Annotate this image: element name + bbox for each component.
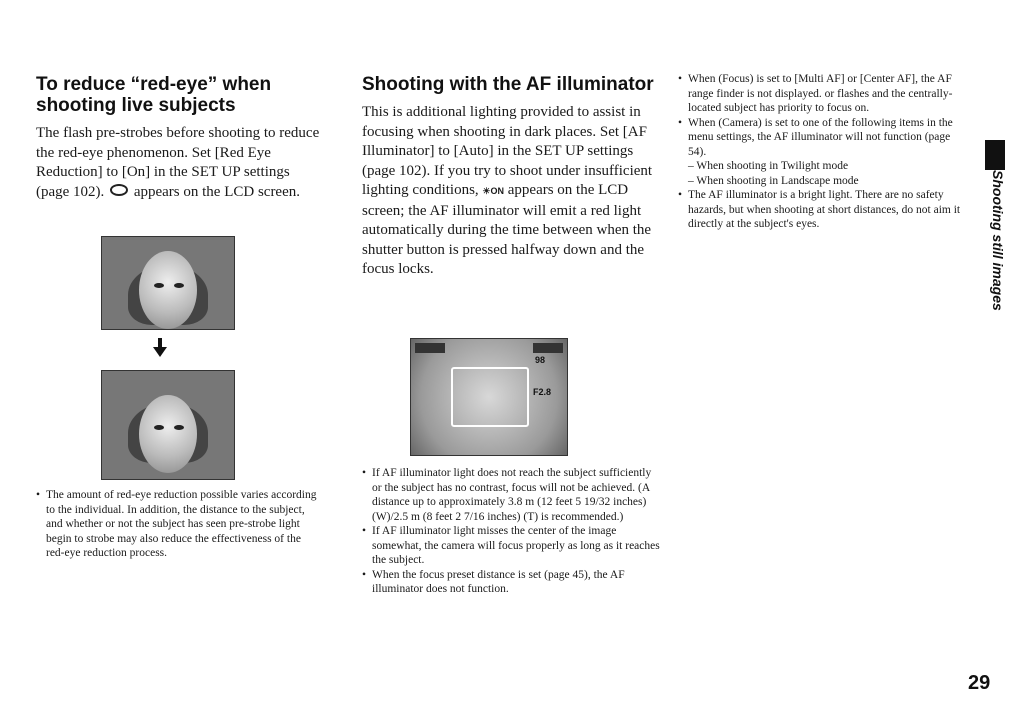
column-red-eye <box>36 74 326 202</box>
paragraph-af-part1: This is additional lighting provided to assist in focusing when shooting in dark places. Set [AF Illuminator] to [Auto] in the SET UP settings (page 102). If you try to shoot under insufficient lighting conditions, <box>362 104 653 198</box>
photo-face <box>139 251 197 329</box>
note-camera <box>678 116 968 189</box>
lcd-bar-right <box>533 343 563 353</box>
photo-eye-left <box>154 425 164 430</box>
heading-af-illuminator: Shooting with the AF illuminator <box>362 74 654 95</box>
paragraph-af-part2: appears on the LCD screen; the AF illuminator will emit a red light automatically during the time between when the shutter button is pressed halfway down and the focus locks. <box>362 182 652 277</box>
page-number: 29 <box>968 672 991 694</box>
af-range-finder-frame <box>451 367 529 427</box>
side-section-label: Shooting still images <box>990 170 1006 311</box>
photo-red-eye-before <box>101 236 235 330</box>
photo-red-eye-after <box>101 370 235 480</box>
photo-face <box>139 395 197 473</box>
lcd-bar-left <box>415 343 445 353</box>
photo-eye-right <box>174 283 184 288</box>
note-af-3: • When the focus preset distance is set (page 45), the AF illuminator does not function. <box>362 568 662 597</box>
dash-twilight: – When shooting in Twilight mode <box>688 160 849 172</box>
lcd-screen-illustration <box>410 338 568 456</box>
notes-red-eye <box>36 488 320 561</box>
column-notes-right <box>678 72 968 232</box>
note-focus: • When (Focus) is set to [Multi AF] or [Center AF], the AF range finder is not displayed. or flashes and the centrally-located subject has priority to focus on. <box>678 72 968 116</box>
dash-landscape: – When shooting in Landscape mode <box>688 174 859 187</box>
af-illuminator-icon: ☀ON <box>482 186 504 196</box>
paragraph-red-eye-part1: The flash pre-strobes before shooting to reduce the red-eye phenomenon. Set [Red Eye Reduction] to [On] in the SET UP settings (page 102). <box>36 125 320 200</box>
column-af-illuminator <box>362 74 662 280</box>
photo-eye-left <box>154 283 164 288</box>
note-safety: • The AF illuminator is a bright light. There are no safety hazards, but when shooting at short distances, do not aim it directly at the subject's eyes. <box>678 188 968 232</box>
paragraph-red-eye-part2: appears on the LCD screen. <box>133 183 300 200</box>
note-af-2: • If AF illuminator light misses the center of the image somewhat, the camera will focus properly as long as it reaches the subject. <box>362 524 662 568</box>
red-eye-icon <box>110 184 128 196</box>
section-tab-marker <box>985 140 1005 170</box>
heading-red-eye: To reduce “red-eye” when shooting live subjects <box>36 74 272 116</box>
lcd-aperture: F2.8 <box>533 387 552 397</box>
photo-eye-right <box>174 425 184 430</box>
paragraph-af-illuminator <box>362 103 662 280</box>
note-camera-text: When (Camera) is set to one of the following items in the menu settings, the AF illuminator will not function (page 54). <box>688 116 953 158</box>
notes-af-illuminator <box>362 466 662 597</box>
note-af-1: • If AF illuminator light does not reach the subject sufficiently or the subject has no contrast, focus will not be achieved. (A distance up to approximately 3.8 m (12 feet 5 19/32 inches) (W)/2.5 m (8 feet 2 7/16 inches) (T) is recommended.) <box>362 466 662 524</box>
af-illuminator-icon-label: ON <box>490 186 504 196</box>
note-red-eye: • The amount of red-eye reduction possible varies according to the individual. In addition, the distance to the subject, and whether or not the subject has seen pre-strobe light begin to strobe may also reduce the effectiveness of the red-eye reduction process. <box>36 488 320 561</box>
paragraph-red-eye <box>36 124 326 202</box>
lcd-count: 98 <box>535 355 546 365</box>
